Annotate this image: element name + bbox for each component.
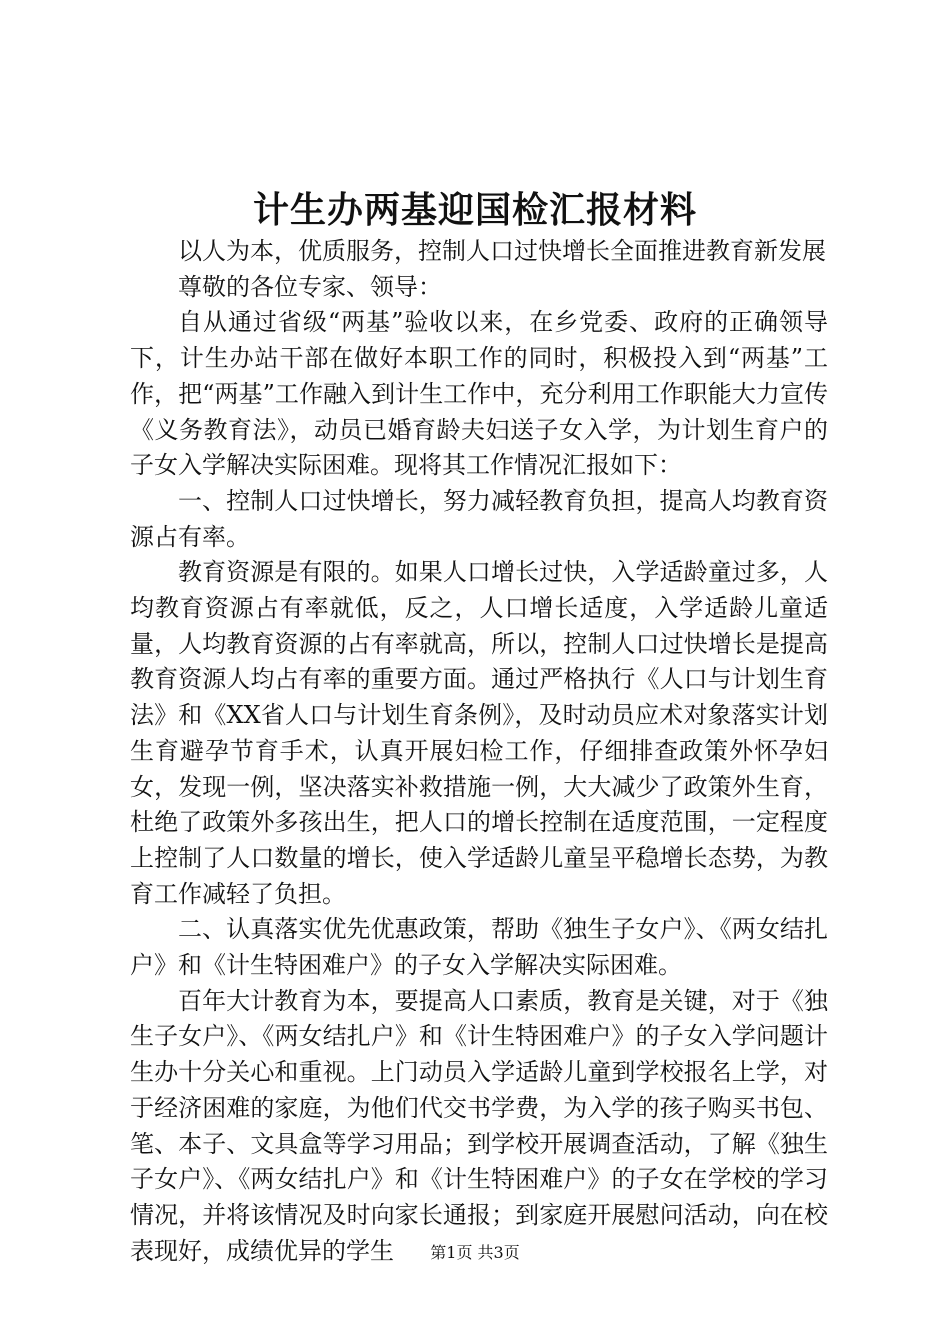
subtitle-paragraph: 以人为本，优质服务，控制人口过快增长全面推进教育新发展 bbox=[178, 237, 826, 265]
intro-paragraph: 自从通过省级“两基”验收以来，在乡党委、政府的正确领导下，计生办站干部在做好本职工作的同时，积极投入到“两基”工作，把“两基”工作融入到计生工作中，充分利用工作职能大力宣传《义务教育法》，动员已婚育龄夫妇送子女入学，为计划生育户的子女入学解决实际困难。现将其工作情况汇报如下： bbox=[130, 308, 828, 480]
section-heading-1: 一、控制人口过快增长，努力减轻教育负担，提高人均教育资源占有率。 bbox=[130, 486, 828, 551]
section-1-paragraph: 教育资源是有限的。如果人口增长过快，入学适龄童过多，人均教育资源占有率就低，反之，人口增长适度，入学适龄儿童适量，人均教育资源的占有率就高，所以，控制人口过快增长是提高教育资源人均占有率的重要方面。通过严格执行《人口与计划生育法》和《XX省人口与计划生育条例》，及时动员应术对象落实计划生育避孕节育手术，认真开展妇检工作，仔细排查政策外怀孕妇女，发现一例，坚决落实补救措施一例，大大减少了政策外生育，杜绝了政策外多孩出生，把人口的增长控制在适度范围，一定程度上控制了人口数量的增长，使入学适龄儿童呈平稳增长态势，为教育工作减轻了负担。 bbox=[130, 558, 828, 908]
page-footer: 第1页 共3页 bbox=[430, 1243, 520, 1262]
document-body bbox=[130, 234, 828, 1269]
section-2-paragraph: 百年大计教育为本，要提高人口素质，教育是关键，对于《独生子女户》、《两女结扎户》和《计生特困难户》的子女入学问题计生办十分关心和重视。上门动员入学适龄儿童到学校报名上学，对于经济困难的家庭，为他们代交书学费，为入学的孩子购买书包、笔、本子、文具盒等学习用品；到学校开展调查活动，了解《独生子女户》、《两女结扎户》和《计生特困难户》的子女在学校的学习情况，并将该情况及时向家长通报；到家庭开展慰问活动，向在校表现好，成绩优异的学生 bbox=[130, 986, 828, 1265]
salutation-paragraph: 尊敬的各位专家、领导： bbox=[178, 272, 442, 301]
section-heading-2: 二、认真落实优先优惠政策，帮助《独生子女户》、《两女结扎户》和《计生特困难户》的子女入学解决实际困难。 bbox=[130, 915, 828, 980]
document-title: 计生办两基迎国检汇报材料 bbox=[252, 189, 697, 231]
